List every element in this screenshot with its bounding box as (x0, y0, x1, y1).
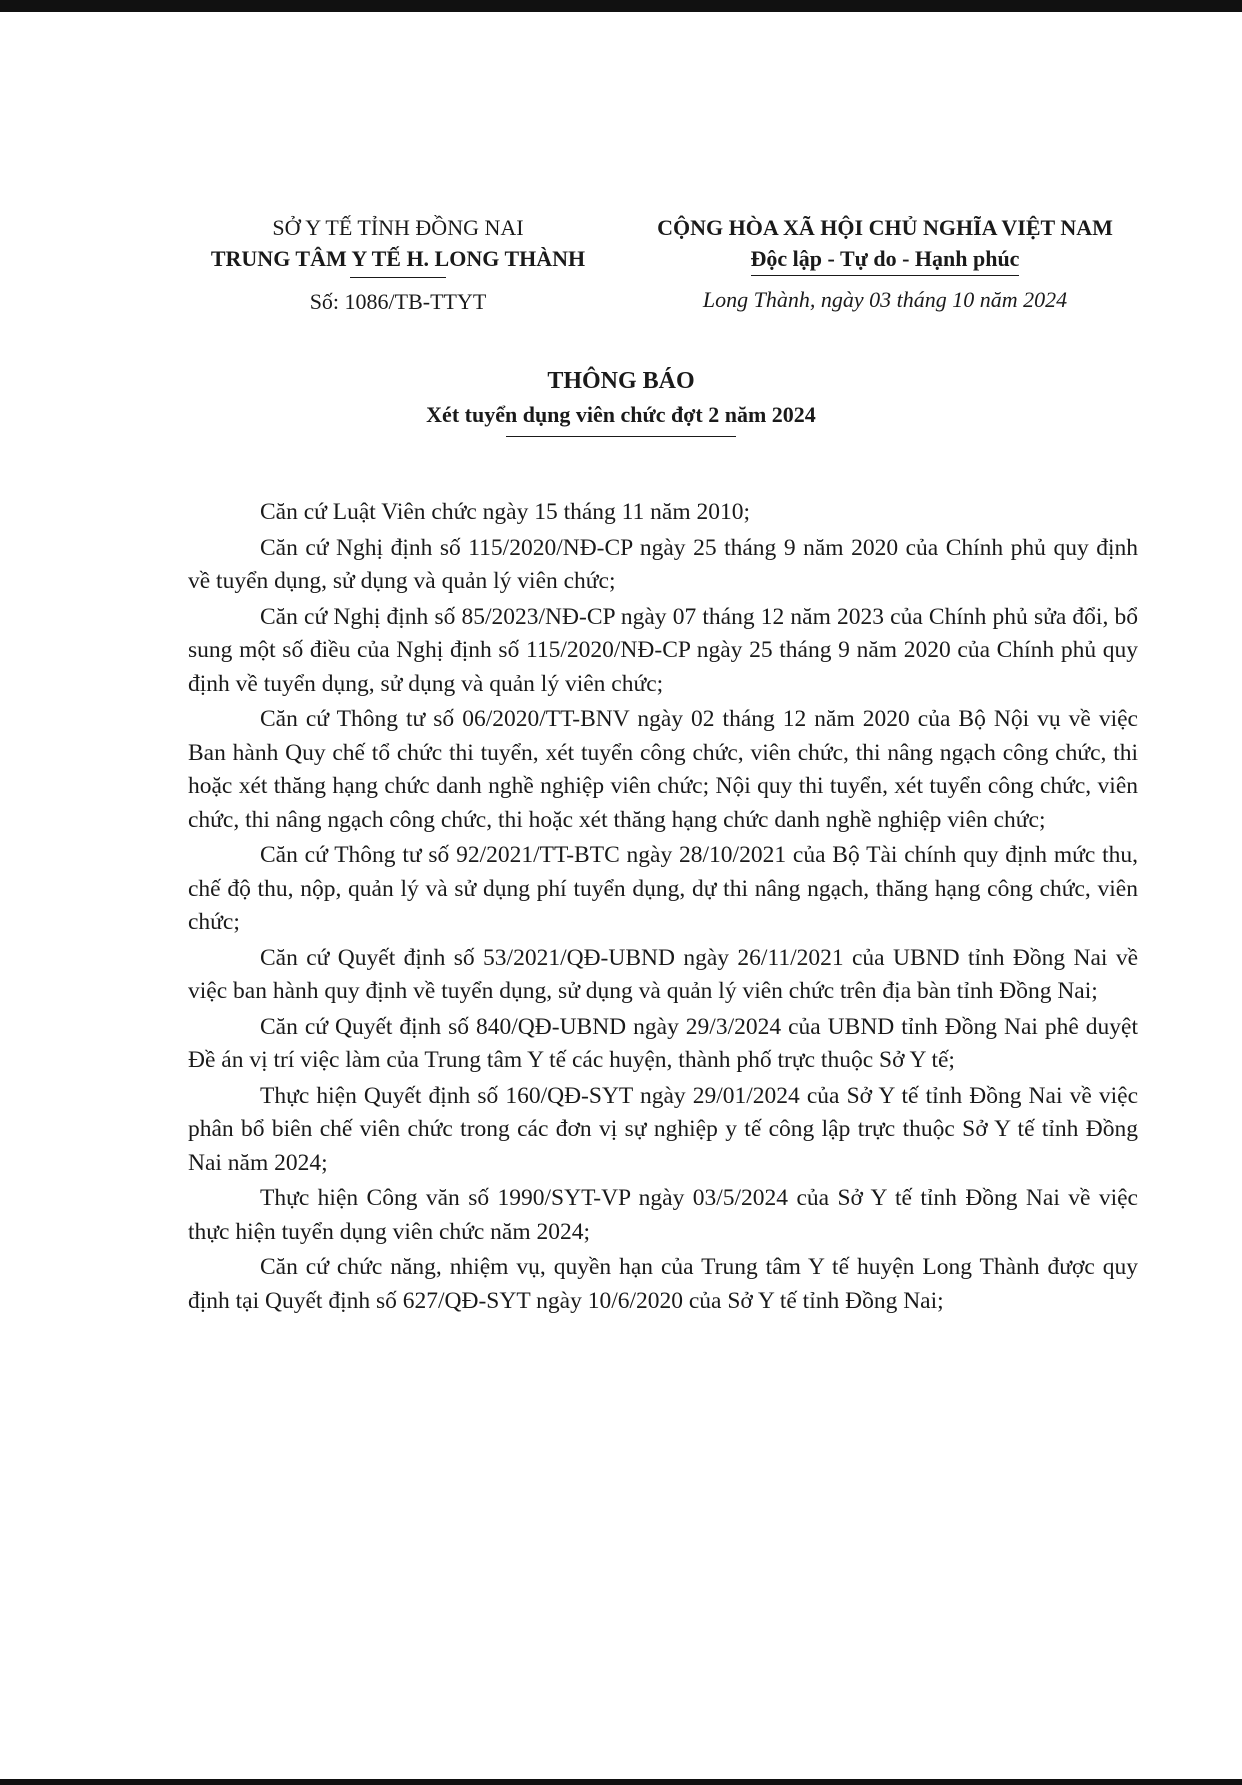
document-page (0, 12, 1242, 1779)
document-title-block (0, 364, 1242, 437)
body-paragraph: Căn cứ chức năng, nhiệm vụ, quyền hạn của Trung tâm Y tế huyện Long Thành được quy định tại Quyết định số 627/QĐ-SYT ngày 10/6/2020 của Sở Y tế tỉnh Đồng Nai; (188, 1254, 1138, 1314)
body-paragraph: Căn cứ Nghị định số 115/2020/NĐ-CP ngày 25 tháng 9 năm 2020 của Chính phủ quy định về tuyển dụng, sử dụng và quản lý viên chức; (188, 534, 1138, 594)
national-title-block (620, 212, 1150, 315)
agency-name: SỞ Y TẾ TỈNH ĐỒNG NAI (272, 215, 524, 240)
body-paragraph: Thực hiện Công văn số 1990/SYT-VP ngày 03/5/2024 của Sở Y tế tỉnh Đồng Nai về việc thực hiện tuyển dụng viên chức năm 2024; (188, 1185, 1138, 1245)
body-paragraph: Căn cứ Thông tư số 06/2020/TT-BNV ngày 02 tháng 12 năm 2020 của Bộ Nội vụ về việc Ban hành Quy chế tổ chức thi tuyển, xét tuyển công chức, viên chức, thi nâng ngạch công chức, thi hoặc xét thăng hạng chức danh nghề nghiệp viên chức; Nội quy thi tuyển, xét tuyển công chức, viên chức, thi nâng ngạch công chức, thi hoặc xét thăng hạng chức danh nghề nghiệp viên chức; (188, 706, 1138, 833)
document-subtitle: Xét tuyển dụng viên chức đợt 2 năm 2024 (426, 402, 816, 427)
subtitle-underline (506, 436, 736, 437)
unit-underline (350, 277, 446, 278)
national-motto: Độc lập - Tự do - Hạnh phúc (751, 243, 1020, 276)
body-paragraph: Thực hiện Quyết định số 160/QĐ-SYT ngày 29/01/2024 của Sở Y tế tỉnh Đồng Nai về việc phân bổ biên chế viên chức trong các đơn vị sự nghiệp y tế công lập trực thuộc Sở Y tế tỉnh Đồng Nai năm 2024; (188, 1082, 1138, 1176)
scan-top-edge (0, 0, 1242, 12)
body-paragraph: Căn cứ Quyết định số 840/QĐ-UBND ngày 29/3/2024 của UBND tỉnh Đồng Nai phê duyệt Đề án vị trí việc làm của Trung tâm Y tế các huyện, thành phố trực thuộc Sở Y tế; (188, 1013, 1138, 1073)
body-paragraph: Căn cứ Luật Viên chức ngày 15 tháng 11 năm 2010; (260, 499, 751, 525)
body-paragraph: Căn cứ Nghị định số 85/2023/NĐ-CP ngày 07 tháng 12 năm 2023 của Chính phủ sửa đổi, bổ sung một số điều của Nghị định số 115/2020/NĐ-CP ngày 25 tháng 9 năm 2020 của Chính phủ quy định về tuyển dụng, sử dụng và quản lý viên chức; (188, 603, 1138, 697)
document-title: THÔNG BÁO (547, 368, 695, 394)
body-paragraph: Căn cứ Quyết định số 53/2021/QĐ-UBND ngày 26/11/2021 của UBND tỉnh Đồng Nai về việc ban hành quy định về tuyển dụng, sử dụng và quản lý viên chức trên địa bàn tỉnh Đồng Nai; (188, 944, 1138, 1004)
issuing-agency-block (178, 212, 618, 317)
unit-name: TRUNG TÂM Y TẾ H. LONG THÀNH (210, 246, 586, 271)
country-name: CỘNG HÒA XÃ HỘI CHỦ NGHĨA VIỆT NAM (657, 215, 1113, 240)
body-paragraph: Căn cứ Thông tư số 92/2021/TT-BTC ngày 28/10/2021 của Bộ Tài chính quy định mức thu, chế độ thu, nộp, quản lý và sử dụng phí tuyển dụng, dự thi nâng ngạch, thăng hạng công chức, viên chức; (188, 842, 1138, 935)
scan-bottom-edge (0, 1779, 1242, 1785)
document-number: Số: 1086/TB-TTYT (309, 289, 487, 314)
document-body (188, 496, 1138, 1320)
place-and-date: Long Thành, ngày 03 tháng 10 năm 2024 (702, 287, 1068, 312)
